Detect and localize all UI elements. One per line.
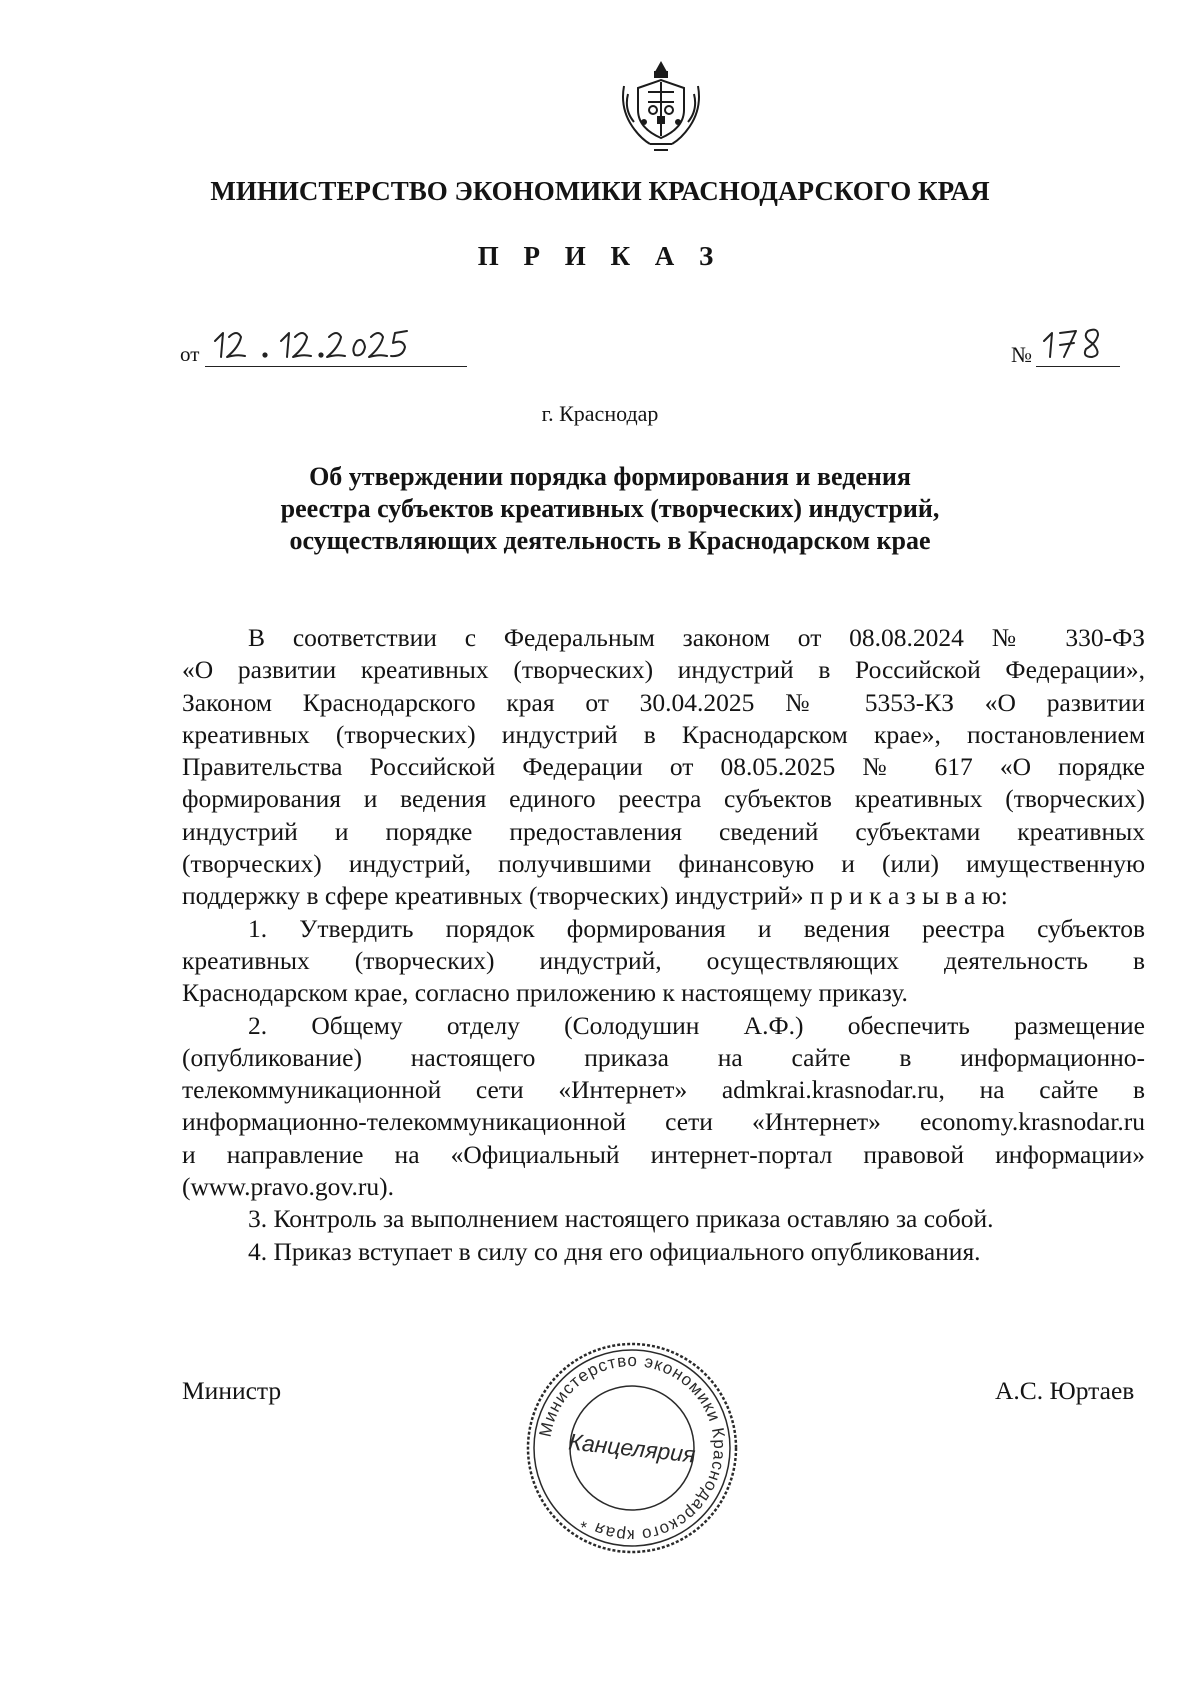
item-line: креативных (творческих) индустрий, осуществляющих деятельность в [182, 945, 1145, 975]
date-prefix: от [180, 342, 200, 366]
order-subject [170, 461, 1050, 557]
item-line: и направление на «Официальный интернет-портал правовой информации» [182, 1139, 1145, 1169]
order-word: п р и к а з ы в а ю: [810, 881, 1008, 911]
signature-name: А.С. Юртаев [995, 1376, 1135, 1405]
order-body [182, 622, 1145, 1268]
signature-title: Министр [182, 1376, 282, 1405]
subject-line: Об утверждении порядка формирования и ведения [309, 462, 911, 491]
ministry-name: МИНИСТЕРСТВО ЭКОНОМИКИ КРАСНОДАРСКОГО КРАЯ [210, 176, 990, 206]
preamble-end: поддержку в сфере креативных (творческих) индустрий» [182, 881, 804, 911]
city: г. Краснодар [541, 401, 659, 426]
item-line: (опубликование) настоящего приказа на сайте в информационно- [182, 1042, 1145, 1072]
body-line: В соответствии с Федеральным законом от 08.08.2024 № 330-ФЗ [248, 623, 1145, 652]
stamp-ring-text: Министерство экономики Краснодарского края * [535, 1350, 730, 1546]
subject-line: осуществляющих деятельность в Краснодарском крае [289, 526, 931, 555]
number-prefix: № [1011, 342, 1032, 367]
item-line: (www.pravo.gov.ru). [182, 1172, 394, 1202]
item-line: 4. Приказ вступает в силу со дня его официального опубликования. [248, 1236, 981, 1266]
item-line: 1. Утвердить порядок формирования и ведения реестра субъектов [248, 913, 1145, 943]
body-line: индустрий и порядке предоставления сведений субъектами креативных [182, 816, 1145, 846]
body-line: формирования и ведения единого реестра субъектов креативных (творческих) [182, 784, 1145, 814]
office-stamp [524, 1340, 740, 1556]
item-line: 3. Контроль за выполнением настоящего приказа оставляю за собой. [248, 1204, 994, 1234]
body-line [182, 880, 1145, 912]
coat-of-arms-icon [620, 58, 702, 156]
item-line: информационно-телекоммуникационной сети «Интернет» economy.krasnodar.ru [182, 1107, 1145, 1137]
body-line: креативных (творческих) индустрий в Краснодарском крае», постановлением [182, 719, 1145, 749]
item-line: Краснодарском крае, согласно приложению к настоящему приказу. [182, 978, 908, 1008]
date-underline [205, 366, 467, 367]
body-line: (творческих) индустрий, получившими финансовую и (или) имущественную [182, 849, 1145, 879]
stamp-center-text: Канцелярия [567, 1428, 697, 1468]
body-line: Законом Краснодарского края от 30.04.2025 № 5353-КЗ «О развитии [182, 687, 1145, 717]
item-line: телекоммуникационной сети «Интернет» admkrai.krasnodar.ru, на сайте в [182, 1075, 1145, 1105]
handwritten-number [1036, 319, 1120, 363]
subject-line: реестра субъектов креативных (творческих) индустрий, [280, 494, 940, 523]
body-line: Правительства Российской Федерации от 08.05.2025 № 617 «О порядке [182, 752, 1145, 782]
item-line: 2. Общему отделу (Солодушин А.Ф.) обеспечить размещение [248, 1010, 1145, 1040]
handwritten-date [205, 319, 467, 363]
order-title: П Р И К А З [477, 241, 723, 271]
body-line: «О развитии креативных (творческих) индустрий в Российской Федерации», [182, 655, 1145, 685]
number-underline [1036, 366, 1120, 367]
